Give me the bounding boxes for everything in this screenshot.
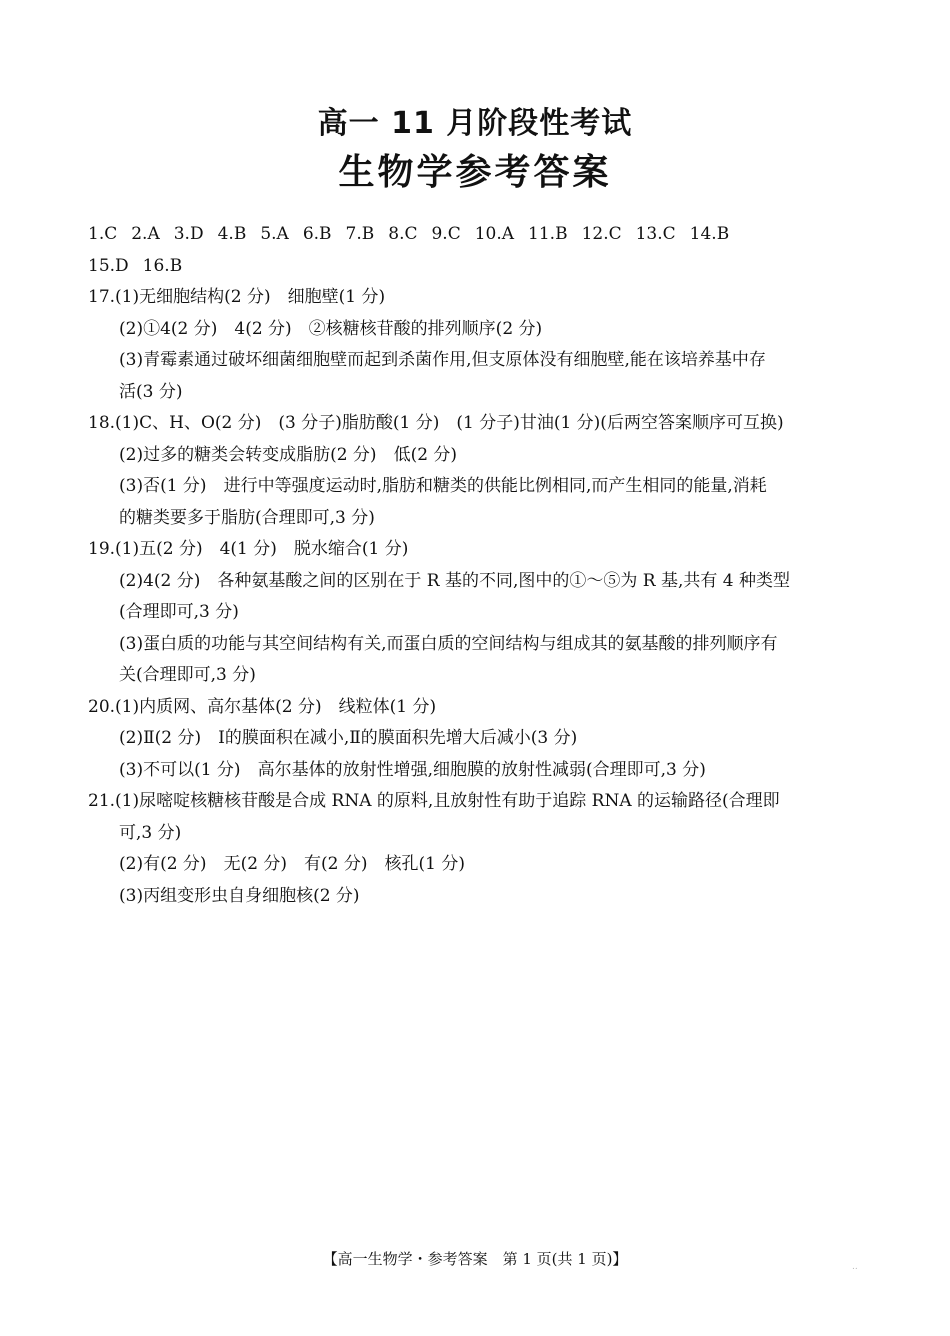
q17-line-4: 活(3 分) — [119, 381, 183, 402]
q17-line-3: (3)青霉素通过破坏细菌细胞壁而起到杀菌作用,但支原体没有细胞壁,能在该培养基中存 — [119, 350, 766, 370]
q21-line-4: (3)丙组变形虫自身细胞核(2 分) — [119, 885, 360, 906]
choice-answer: 13.C — [635, 224, 676, 244]
q20-line-2: (2)Ⅱ(2 分) Ⅰ的膜面积在减小,Ⅱ的膜面积先增大后减小(3 分) — [119, 728, 578, 748]
choice-answer: 3.D — [173, 224, 204, 244]
choice-answer: 5.A — [260, 224, 289, 244]
q19-line-4: (3)蛋白质的功能与其空间结构有关,而蛋白质的空间结构与组成其的氨基酸的排列顺序有 — [119, 633, 778, 654]
exam-title: 高一 11 月阶段性考试 — [317, 106, 633, 141]
page-footer: 【高一生物学・参考答案 第 1 页(共 1 页)】 — [322, 1250, 628, 1268]
q19-line-5: 关(合理即可,3 分) — [119, 665, 256, 685]
answer-key-title: 生物学参考答案 — [338, 152, 612, 193]
choice-answer: 10.A — [474, 224, 515, 244]
choice-answer: 14.B — [689, 224, 730, 244]
choice-answer: 2.A — [131, 224, 160, 244]
choice-answer: 4.B — [217, 224, 247, 244]
q21-line-3: (2)有(2 分) 无(2 分) 有(2 分) 核孔(1 分) — [119, 854, 466, 874]
choice-answers-row-1 — [88, 219, 863, 251]
choice-answer: 9.C — [431, 224, 461, 244]
q17-line-1: 17.(1)无细胞结构(2 分) 细胞壁(1 分) — [88, 287, 386, 307]
q18-line-1: 18.(1)C、H、O(2 分) (3 分子)脂肪酸(1 分) (1 分子)甘油(1 分)(后两空答案顺序可互换) — [88, 413, 784, 433]
choice-answer: 16.B — [142, 255, 183, 276]
q21-line-2: 可,3 分) — [119, 822, 182, 843]
q19-line-3: (合理即可,3 分) — [119, 602, 239, 622]
q21-line-1: 21.(1)尿嘧啶核糖核苷酸是合成 RNA 的原料,且放射性有助于追踪 RNA 的运输路径(合理即 — [88, 791, 780, 811]
q18-line-2: (2)过多的糖类会转变成脂肪(2 分) 低(2 分) — [119, 444, 458, 465]
choice-answer: 8.C — [388, 224, 418, 244]
choice-answer: 12.C — [581, 224, 622, 244]
q19-line-2: (2)4(2 分) 各种氨基酸之间的区别在于 R 基的不同,图中的①～⑤为 R 基,共有 4 种类型 — [119, 570, 791, 591]
q18-line-4: 的糖类要多于脂肪(合理即可,3 分) — [119, 507, 375, 528]
choice-answer: 15.D — [88, 255, 129, 276]
answer-content — [88, 219, 863, 912]
choice-answer: 11.B — [528, 224, 568, 244]
choice-answer: 1.C — [88, 224, 118, 244]
q20-line-1: 20.(1)内质网、高尔基体(2 分) 线粒体(1 分) — [88, 696, 437, 717]
choice-answer: 7.B — [345, 224, 375, 244]
corner-mark: .. — [852, 1262, 858, 1272]
choice-answers-row-2 — [88, 251, 863, 283]
q17-line-2: (2)①4(2 分) 4(2 分) ②核糖核苷酸的排列顺序(2 分) — [119, 318, 543, 339]
choice-answer: 6.B — [302, 224, 332, 244]
q18-line-3: (3)否(1 分) 进行中等强度运动时,脂肪和糖类的供能比例相同,而产生相同的能量,消耗 — [119, 476, 767, 496]
q20-line-3: (3)不可以(1 分) 高尔基体的放射性增强,细胞膜的放射性减弱(合理即可,3 分) — [119, 759, 706, 780]
q19-line-1: 19.(1)五(2 分) 4(1 分) 脱水缩合(1 分) — [88, 539, 409, 559]
